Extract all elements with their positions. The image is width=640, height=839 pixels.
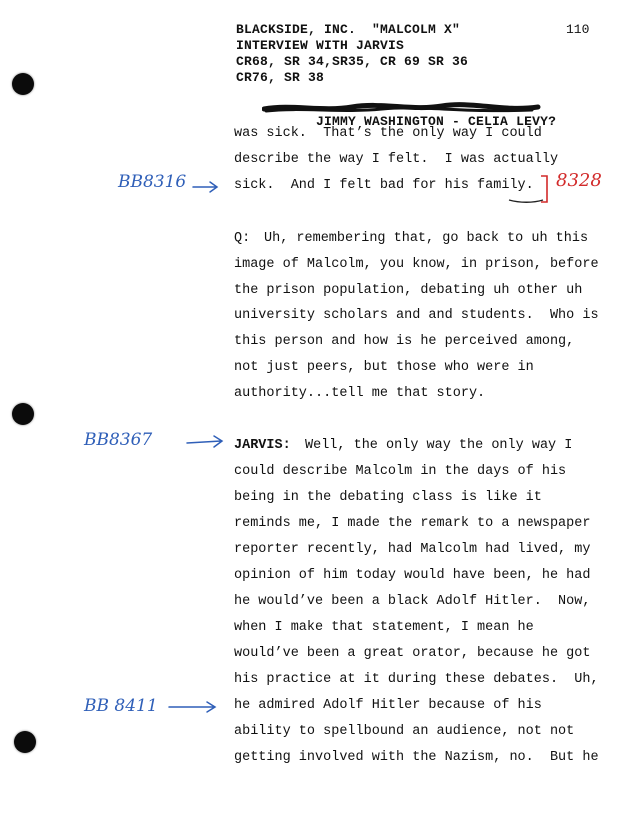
text-line: being in the debating class is like it (234, 490, 542, 505)
text-line: would’ve been a great orator, because he got (234, 646, 591, 661)
text-line: when I make that statement, I mean he (234, 620, 534, 635)
text-line: image of Malcolm, you know, in prison, before (234, 257, 599, 272)
red-bracket-mark (505, 172, 555, 206)
text-line: could describe Malcolm in the days of his (234, 464, 567, 479)
timecode-note-8328: 8328 (556, 170, 602, 191)
text-line: his practice at it during these debates. Uh, (234, 672, 599, 687)
punch-hole-bottom (14, 731, 36, 753)
speaker-label-jarvis: JARVIS: (234, 438, 291, 453)
timecode-note-bb8316: BB8316 (118, 172, 187, 192)
text-line: opinion of him today would have been, he had (234, 568, 591, 583)
text-line: the prison population, debating uh other uh (234, 283, 583, 298)
page-number: 110 (566, 22, 590, 37)
text-line: this person and how is he perceived among, (234, 334, 575, 349)
strike-scribble (262, 101, 542, 115)
arrow-right-icon (168, 700, 220, 714)
text-line: university scholars and and students. Who is (234, 308, 599, 323)
timecode-note-bb8411: BB 8411 (84, 696, 158, 716)
header-interview-line: INTERVIEW WITH JARVIS (236, 38, 405, 53)
text-line: was sick. That’s the only way I could (234, 126, 542, 141)
text-line: he admired Adolf Hitler because of his (234, 698, 542, 713)
punch-hole-top (12, 73, 34, 95)
text-line: not just peers, but those who were in (234, 360, 534, 375)
header-company-title: BLACKSIDE, INC. "MALCOLM X" (236, 22, 461, 37)
text-line: getting involved with the Nazism, no. But he (234, 750, 599, 765)
punch-hole-middle (12, 403, 34, 425)
text-line: Uh, remembering that, go back to uh this (264, 231, 589, 246)
header-roll-numbers-1: CR68, SR 34,SR35, CR 69 SR 36 (236, 54, 469, 69)
text-line: authority...tell me that story. (234, 386, 486, 401)
struck-text: JIMMY WASHINGTON - CELIA LEVY? (316, 114, 557, 129)
timecode-note-bb8367: BB8367 (84, 430, 153, 450)
speaker-label-q: Q: (234, 231, 251, 246)
text-line: ability to spellbound an audience, not not (234, 724, 575, 739)
arrow-right-icon (186, 434, 226, 450)
header-roll-numbers-2: CR76, SR 38 (236, 70, 325, 85)
text-line: he would’ve been a black Adolf Hitler. Now, (234, 594, 591, 609)
text-line: reporter recently, had Malcolm had lived, my (234, 542, 591, 557)
text-line: describe the way I felt. I was actually (234, 152, 559, 167)
arrow-right-icon (192, 180, 220, 194)
text-line: reminds me, I made the remark to a newspaper (234, 516, 591, 531)
text-line: sick. And I felt bad for his family. (234, 178, 534, 193)
text-line: Well, the only way the only way I (305, 438, 573, 453)
